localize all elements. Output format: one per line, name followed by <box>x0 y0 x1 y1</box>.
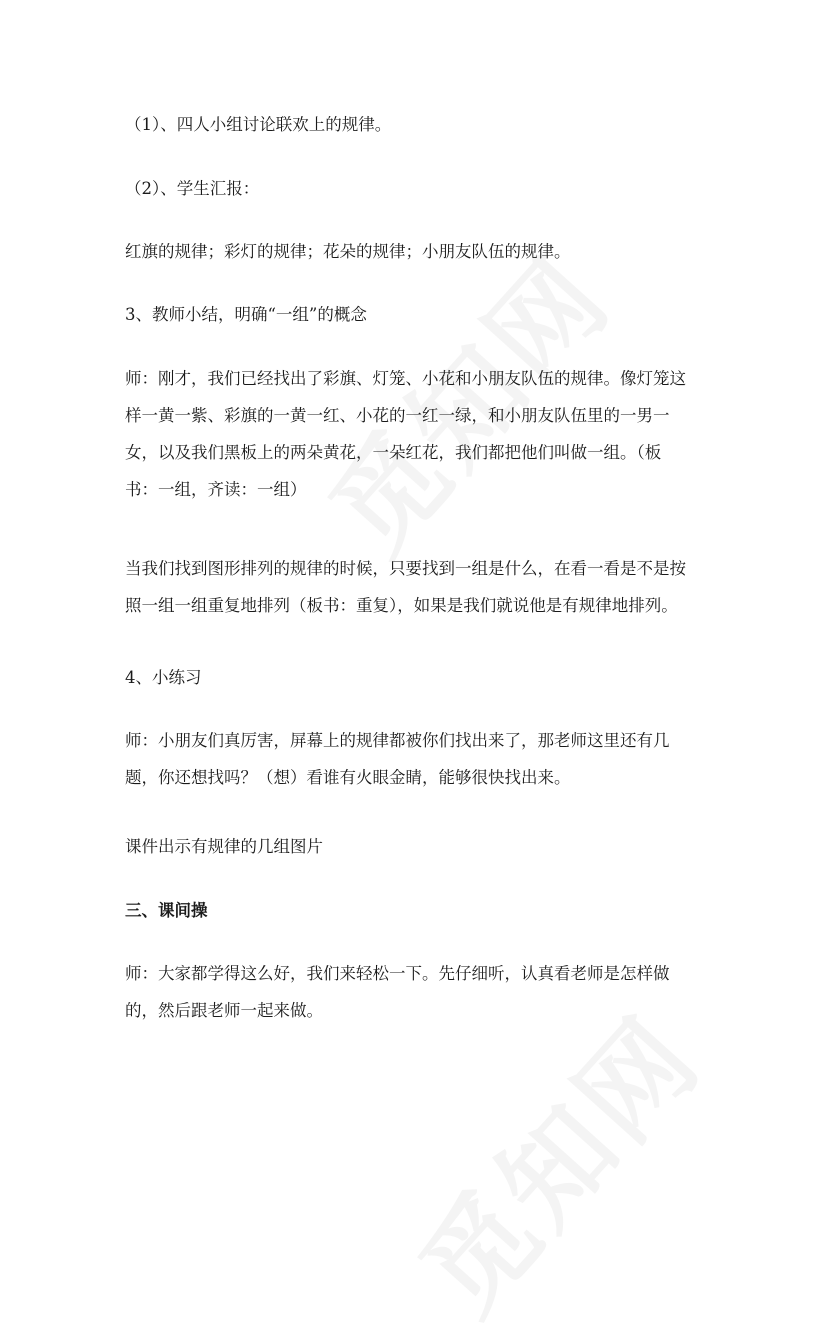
text-line: 女，以及我们黑板上的两朵黄花，一朵红花，我们都把他们叫做一组。（板 <box>125 443 662 462</box>
text-line: 题，你还想找吗？（想）看谁有火眼金睛，能够很快找出来。 <box>125 768 571 787</box>
watermark <box>379 977 729 1341</box>
text-line: 红旗的规律；彩灯的规律；花朵的规律；小朋友队伍的规律。 <box>125 242 571 261</box>
paragraph-courseware-note <box>125 828 710 865</box>
paragraph-rule-list <box>125 233 710 270</box>
text-line: （1）、四人小组讨论联欢上的规律。 <box>125 115 392 134</box>
paragraph-practice-intro <box>125 722 710 796</box>
paragraph-student-report <box>125 170 710 207</box>
text-line: 样一黄一紫、彩旗的一黄一红、小花的一红一绿，和小朋友队伍里的一男一 <box>125 406 670 425</box>
text-line: 照一组一组重复地排列（板书：重复），如果是我们就说他是有规律地排列。 <box>125 596 678 615</box>
section-heading-exercise-break <box>125 892 710 929</box>
text-line: 3、教师小结，明确“一组”的概念 <box>125 305 367 324</box>
text-line: 师：刚才，我们已经找出了彩旗、灯笼、小花和小朋友队伍的规律。像灯笼这 <box>125 369 686 388</box>
text-line: 师：大家都学得这么好，我们来轻松一下。先仔细听，认真看老师是怎样做 <box>125 964 670 983</box>
text-line: （2）、学生汇报： <box>125 179 260 198</box>
text-line: 的，然后跟老师一起来做。 <box>125 1001 323 1020</box>
paragraph-pattern-definition <box>125 550 710 624</box>
paragraph-group-discussion <box>125 106 710 143</box>
text-line: 书：一组，齐读：一组） <box>125 480 307 499</box>
text-line: 三、课间操 <box>125 901 208 920</box>
paragraph-exercise-instructions <box>125 955 710 1029</box>
paragraph-teacher-explanation <box>125 360 710 508</box>
text-line: 课件出示有规律的几组图片 <box>125 837 323 856</box>
text-line: 师：小朋友们真厉害，屏幕上的规律都被你们找出来了，那老师这里还有几 <box>125 731 670 750</box>
text-line: 4、小练习 <box>125 668 202 687</box>
text-line: 当我们找到图形排列的规律的时候，只要找到一组是什么，在看一看是不是按 <box>125 559 686 578</box>
paragraph-practice-heading <box>125 659 710 696</box>
paragraph-teacher-summary-heading <box>125 296 710 333</box>
